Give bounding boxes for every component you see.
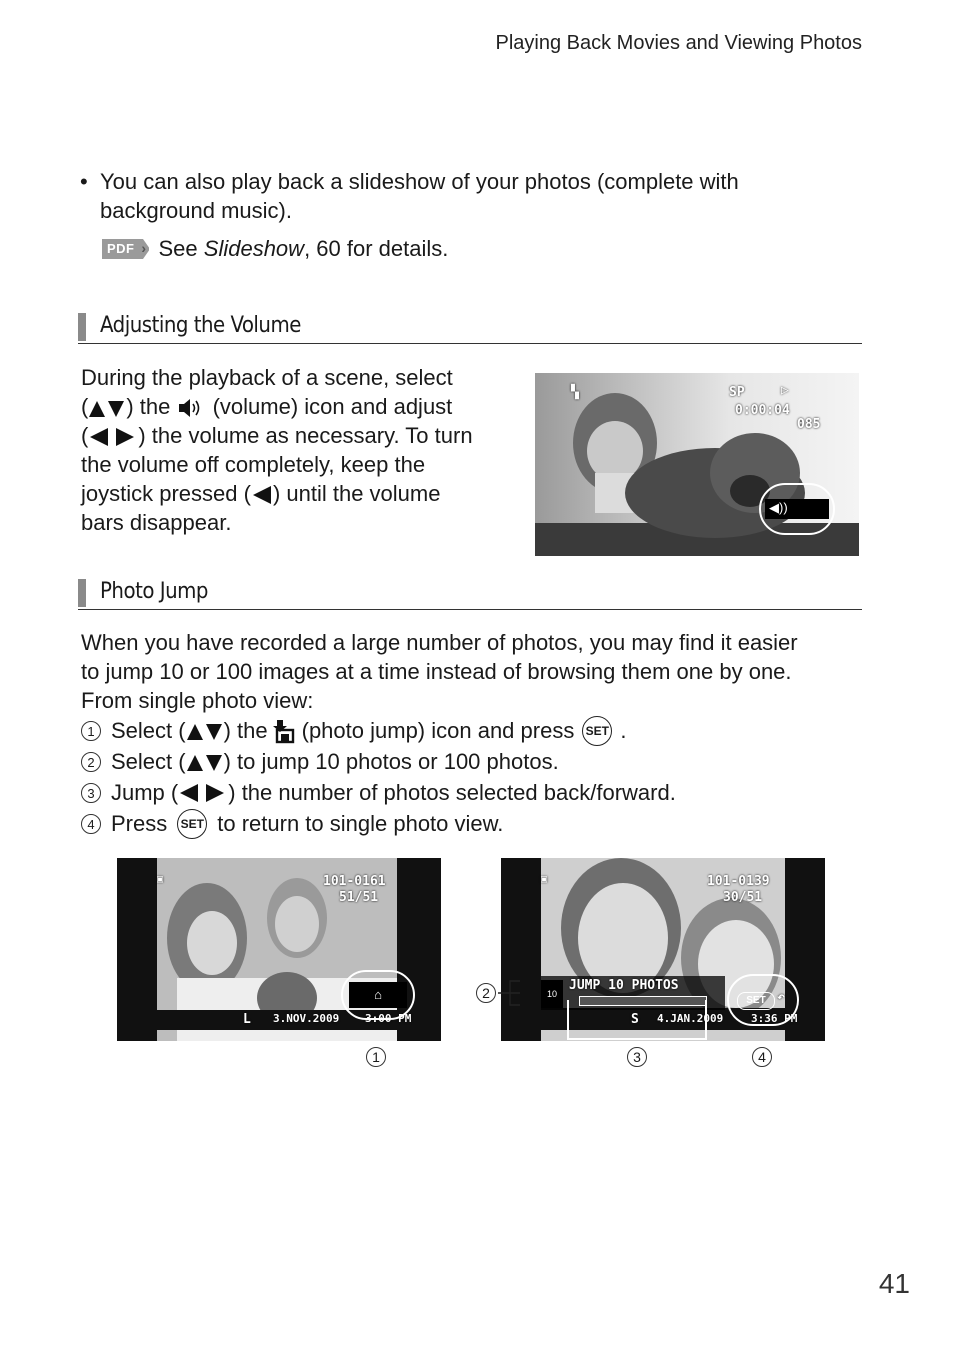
intro-bullet: [80, 167, 800, 225]
left-right-arrows-icon: [178, 783, 228, 803]
up-down-arrows-icon: [186, 752, 224, 772]
photo-mode-icon: ▣: [157, 874, 164, 885]
photo-count: 30/51: [723, 890, 763, 905]
photo-size: L: [243, 1012, 251, 1027]
heading-bar: [78, 579, 86, 607]
step-1: 1 Select ( ) the (photo jump) icon and press SET .: [81, 715, 871, 746]
photo-mode-icon: ▣: [541, 874, 548, 885]
photo-jump-instructions: [81, 628, 871, 839]
section-title: Adjusting the Volume: [100, 313, 301, 338]
text-line: From single photo view:: [81, 688, 314, 713]
step-number: 3: [81, 783, 101, 803]
text-line: ( ) the (volume) icon and adjust: [81, 394, 453, 419]
slideshow-link[interactable]: Slideshow: [203, 236, 305, 261]
volume-instructions: [81, 363, 521, 537]
photo-jump-screen-1: [117, 858, 441, 1041]
jump-count-icon: 10: [541, 980, 563, 1008]
section-heading-volume: [78, 313, 862, 344]
volume-screen-image: [535, 373, 859, 556]
see-prefix: See: [158, 236, 198, 261]
file-number: 101-0161: [323, 874, 386, 889]
volume-icon: [176, 397, 206, 419]
section-title: Photo Jump: [100, 579, 208, 604]
up-down-arrows-icon: [186, 721, 224, 741]
volume-bar-panel: [765, 499, 829, 519]
text-line: joystick pressed ( ) until the volume: [81, 481, 441, 506]
chevron-right-icon: ›: [141, 239, 147, 256]
page-number: 41: [878, 1268, 910, 1299]
progress-bracket: [567, 1000, 707, 1040]
callout-3: 3: [627, 1047, 647, 1067]
movie-mode-icon: ▚: [571, 385, 579, 400]
text-line: When you have recorded a large number of photos, you may find it easier: [81, 630, 798, 655]
see-suffix: , 60 for details.: [304, 236, 449, 261]
left-right-arrows-icon: [88, 427, 138, 447]
text-line: During the playback of a scene, select: [81, 365, 453, 390]
photo-jump-icon: [268, 718, 302, 744]
intro-text: You can also play back a slideshow of your photos (complete with background music).: [100, 169, 739, 223]
text-line: the volume off completely, keep the: [81, 452, 426, 477]
set-osd-button: SET: [737, 992, 775, 1010]
set-button-icon: SET: [582, 716, 612, 746]
frame-counter: 085: [797, 417, 821, 432]
step-number: 2: [81, 752, 101, 772]
text-line: to jump 10 or 100 images at a time instead of browsing them one by one.: [81, 659, 792, 684]
callout-2: 2: [476, 983, 496, 1003]
section-heading-photo-jump: [78, 579, 862, 610]
bullet-dot: •: [80, 169, 88, 194]
up-down-arrows-icon: [88, 398, 126, 418]
jump-banner-text: JUMP 10 PHOTOS: [569, 978, 679, 993]
step-number: 4: [81, 814, 101, 834]
step-4: 4 Press SET to return to single photo view.: [81, 808, 871, 839]
volume-osd-icon: ◀)): [769, 500, 788, 515]
photo-date: 4.JAN.2009: [657, 1012, 724, 1025]
photo-count: 51/51: [339, 890, 379, 905]
recording-mode: SP: [729, 385, 745, 400]
step-number: 1: [81, 721, 101, 741]
text-line: bars disappear.: [81, 510, 232, 535]
running-header: Playing Back Movies and Viewing Photos: [495, 32, 862, 54]
photo-time: 3:36 PM: [751, 1012, 798, 1025]
photo-jump-osd-icon: ⌂: [349, 982, 407, 1008]
set-button-icon: SET: [177, 809, 207, 839]
photo-date: 3.NOV.2009: [273, 1012, 340, 1025]
callout-4: 4: [752, 1047, 772, 1067]
heading-bar: [78, 313, 86, 341]
left-arrow-icon: [251, 485, 273, 505]
step-2: 2 Select ( ) to jump 10 photos or 100 photos.: [81, 746, 871, 777]
time-code: 0:00:04: [735, 403, 790, 418]
photo-size: S: [631, 1012, 639, 1027]
file-number: 101-0139: [707, 874, 770, 889]
callout-1: 1: [366, 1047, 386, 1067]
pdf-reference: [102, 234, 448, 263]
text-line: ( ) the volume as necessary. To turn: [81, 423, 473, 448]
photo-time: 3:00 PM: [365, 1012, 412, 1025]
play-icon: ▷: [781, 383, 789, 398]
return-icon: ↶: [777, 990, 785, 1005]
step-3: 3 Jump ( ) the number of photos selected back/forward.: [81, 777, 871, 808]
pdf-badge: PDF ›: [102, 239, 149, 259]
